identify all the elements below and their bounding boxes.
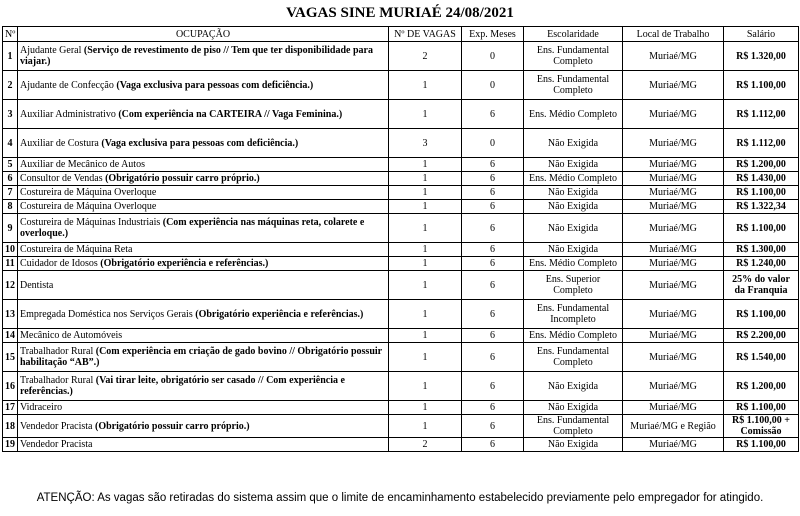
attention-note: ATENÇÃO: As vagas são retiradas do sistema assim que o limite de encaminhamento estabelecido previamente pelo empregador for atingido. (36, 492, 764, 504)
table-row (3, 438, 799, 452)
row-number: 10 (3, 243, 18, 257)
experience-months: 6 (462, 257, 524, 271)
salary: R$ 1.200,00 (724, 372, 799, 401)
occupation-name: Mecânico de Automóveis (20, 330, 123, 341)
row-number: 16 (3, 372, 18, 401)
experience-months: 6 (462, 329, 524, 343)
salary: R$ 1.100,00 (724, 438, 799, 452)
occupation-name: Trabalhador Rural (20, 346, 94, 357)
education-level: Ens. Fundamental Completo (524, 42, 623, 71)
work-location: Muriaé/MG (623, 186, 724, 200)
occupation-name: Auxiliar de Costura (20, 137, 102, 149)
vacancies-count: 1 (389, 214, 462, 243)
vacancies-table (2, 26, 799, 452)
education-level: Não Exigida (524, 401, 623, 415)
occupation-cell (18, 271, 389, 300)
row-number: 15 (3, 343, 18, 372)
occupation-cell (18, 438, 389, 452)
work-location: Muriaé/MG (623, 100, 724, 129)
table-row (3, 214, 799, 243)
work-location: Muriaé/MG (623, 243, 724, 257)
table-row (3, 329, 799, 343)
occupation-name: Costureira de Máquinas Industriais (20, 217, 161, 228)
experience-months: 6 (462, 243, 524, 257)
row-number: 7 (3, 186, 18, 200)
row-number: 3 (3, 100, 18, 129)
occupation-note: (Com experiência em criação de gado bovino // Obrigatório possuir habilitação “AB”.) (20, 346, 382, 368)
experience-months: 6 (462, 401, 524, 415)
education-level: Ens. Fundamental Incompleto (524, 300, 623, 329)
vacancies-count: 1 (389, 243, 462, 257)
experience-months: 6 (462, 100, 524, 129)
salary: R$ 1.540,00 (724, 343, 799, 372)
salary: R$ 1.100,00 (724, 214, 799, 243)
experience-months: 6 (462, 372, 524, 401)
education-level: Ens. Médio Completo (524, 257, 623, 271)
work-location: Muriaé/MG (623, 172, 724, 186)
vacancies-count: 1 (389, 100, 462, 129)
header-vagas: Nº DE VAGAS (389, 27, 462, 42)
work-location: Muriaé/MG (623, 401, 724, 415)
page-title: VAGAS SINE MURIAÉ 24/08/2021 (286, 5, 514, 21)
table-row (3, 243, 799, 257)
occupation-note: (Com experiência na CARTEIRA // Vaga Feminina.) (118, 108, 343, 120)
education-level: Não Exigida (524, 372, 623, 401)
table-row (3, 71, 799, 100)
salary: 25% do valor da Franquia (724, 271, 799, 300)
education-level: Ens. Fundamental Completo (524, 343, 623, 372)
education-level: Não Exigida (524, 214, 623, 243)
education-level: Ens. Médio Completo (524, 100, 623, 129)
row-number: 19 (3, 438, 18, 452)
work-location: Muriaé/MG (623, 200, 724, 214)
table-row (3, 257, 799, 271)
occupation-cell (18, 343, 389, 372)
work-location: Muriaé/MG (623, 329, 724, 343)
occupation-name: Vendedor Pracista (20, 439, 93, 450)
row-number: 2 (3, 71, 18, 100)
header-escolaridade: Escolaridade (524, 27, 623, 42)
education-level: Ens. Fundamental Completo (524, 71, 623, 100)
salary: R$ 1.100,00 (724, 71, 799, 100)
salary: R$ 1.100,00 (724, 186, 799, 200)
occupation-cell (18, 300, 389, 329)
work-location: Muriaé/MG (623, 42, 724, 71)
row-number: 14 (3, 329, 18, 343)
vacancies-count: 1 (389, 158, 462, 172)
work-location: Muriaé/MG (623, 438, 724, 452)
table-row (3, 172, 799, 186)
row-number: 6 (3, 172, 18, 186)
experience-months: 6 (462, 158, 524, 172)
occupation-name: Vendedor Pracista (20, 420, 93, 432)
salary: R$ 1.100,00 + Comissão (724, 415, 799, 438)
vacancies-count: 1 (389, 343, 462, 372)
row-number: 4 (3, 129, 18, 158)
occupation-name: Cuidador de Idosos (20, 258, 98, 269)
occupation-name: Vidraceiro (20, 402, 63, 413)
experience-months: 6 (462, 214, 524, 243)
education-level: Não Exigida (524, 129, 623, 158)
table-body (3, 42, 799, 452)
table-row (3, 129, 799, 158)
education-level: Ens. Superior Completo (524, 271, 623, 300)
vacancies-count: 1 (389, 372, 462, 401)
header-local: Local de Trabalho (623, 27, 724, 42)
occupation-name: Dentista (20, 279, 54, 291)
occupation-note: (Vaga exclusiva para pessoas com deficiência.) (101, 137, 299, 149)
work-location: Muriaé/MG (623, 257, 724, 271)
occupation-cell (18, 71, 389, 100)
table-row (3, 415, 799, 438)
occupation-note: (Obrigatório possuir carro próprio.) (105, 173, 260, 184)
occupation-note: (Obrigatório possuir carro próprio.) (94, 420, 250, 432)
vacancies-count: 1 (389, 415, 462, 438)
header-num: Nº (3, 27, 18, 42)
occupation-name: Empregada Doméstica nos Serviços Gerais (20, 308, 193, 320)
row-number: 8 (3, 200, 18, 214)
occupation-name: Auxiliar Administrativo (20, 108, 116, 120)
work-location: Muriaé/MG e Região (623, 415, 724, 438)
occupation-name: Costureira de Máquina Reta (20, 244, 133, 255)
table-row (3, 300, 799, 329)
row-number: 13 (3, 300, 18, 329)
experience-months: 6 (462, 343, 524, 372)
salary: R$ 1.112,00 (724, 129, 799, 158)
occupation-cell (18, 158, 389, 172)
experience-months: 6 (462, 300, 524, 329)
salary: R$ 1.100,00 (724, 401, 799, 415)
salary: R$ 2.200,00 (724, 329, 799, 343)
occupation-cell (18, 42, 389, 71)
vacancies-count: 1 (389, 271, 462, 300)
experience-months: 6 (462, 200, 524, 214)
experience-months: 0 (462, 71, 524, 100)
education-level: Não Exigida (524, 186, 623, 200)
table-header-row (3, 27, 799, 42)
table-row (3, 271, 799, 300)
work-location: Muriaé/MG (623, 71, 724, 100)
vacancies-count: 1 (389, 186, 462, 200)
vacancies-count: 2 (389, 438, 462, 452)
table-row (3, 200, 799, 214)
experience-months: 6 (462, 438, 524, 452)
header-exp: Exp. Meses (462, 27, 524, 42)
education-level: Não Exigida (524, 438, 623, 452)
occupation-name: Costureira de Máquina Overloque (20, 201, 157, 212)
work-location: Muriaé/MG (623, 158, 724, 172)
occupation-note: (Vaga exclusiva para pessoas com deficiência.) (116, 79, 314, 91)
vacancies-count: 1 (389, 257, 462, 271)
table-row (3, 186, 799, 200)
occupation-cell (18, 186, 389, 200)
vacancies-count: 1 (389, 172, 462, 186)
work-location: Muriaé/MG (623, 129, 724, 158)
salary: R$ 1.112,00 (724, 100, 799, 129)
salary: R$ 1.200,00 (724, 158, 799, 172)
row-number: 17 (3, 401, 18, 415)
occupation-name: Trabalhador Rural (20, 375, 94, 386)
vacancies-count: 1 (389, 401, 462, 415)
occupation-name: Costureira de Máquina Overloque (20, 187, 157, 198)
occupation-name: Ajudante de Confecção (20, 79, 114, 91)
occupation-cell (18, 401, 389, 415)
vacancies-count: 1 (389, 200, 462, 214)
row-number: 18 (3, 415, 18, 438)
experience-months: 6 (462, 172, 524, 186)
occupation-note: (Com experiência nas máquinas reta, colarete e overloque.) (20, 217, 365, 239)
occupation-name: Consultor de Vendas (20, 173, 103, 184)
row-number: 11 (3, 257, 18, 271)
occupation-cell (18, 329, 389, 343)
occupation-cell (18, 243, 389, 257)
salary: R$ 1.300,00 (724, 243, 799, 257)
table-row (3, 372, 799, 401)
occupation-cell (18, 172, 389, 186)
vacancies-count: 3 (389, 129, 462, 158)
table-row (3, 343, 799, 372)
work-location: Muriaé/MG (623, 343, 724, 372)
table-row (3, 100, 799, 129)
occupation-note: (Vai tirar leite, obrigatório ser casado // Com experiência e referências.) (20, 375, 345, 397)
occupation-cell (18, 200, 389, 214)
vacancies-count: 1 (389, 71, 462, 100)
work-location: Muriaé/MG (623, 300, 724, 329)
salary: R$ 1.100,00 (724, 300, 799, 329)
experience-months: 6 (462, 186, 524, 200)
occupation-note: (Serviço de revestimento de piso // Tem que ter disponibilidade para viajar.) (20, 45, 373, 67)
row-number: 12 (3, 271, 18, 300)
experience-months: 0 (462, 42, 524, 71)
salary: R$ 1.240,00 (724, 257, 799, 271)
salary: R$ 1.430,00 (724, 172, 799, 186)
occupation-name: Ajudante Geral (20, 45, 82, 56)
vacancies-count: 1 (389, 329, 462, 343)
occupation-cell (18, 257, 389, 271)
education-level: Não Exigida (524, 243, 623, 257)
occupation-cell (18, 415, 389, 438)
occupation-cell (18, 129, 389, 158)
row-number: 5 (3, 158, 18, 172)
occupation-name: Auxiliar de Mecânico de Autos (20, 159, 145, 170)
occupation-cell (18, 372, 389, 401)
header-ocupacao: OCUPAÇÃO (18, 27, 389, 42)
table-row (3, 401, 799, 415)
experience-months: 6 (462, 271, 524, 300)
vacancies-count: 2 (389, 42, 462, 71)
vacancies-count: 1 (389, 300, 462, 329)
work-location: Muriaé/MG (623, 372, 724, 401)
education-level: Ens. Médio Completo (524, 172, 623, 186)
occupation-cell (18, 214, 389, 243)
table-row (3, 158, 799, 172)
experience-months: 0 (462, 129, 524, 158)
work-location: Muriaé/MG (623, 214, 724, 243)
salary: R$ 1.320,00 (724, 42, 799, 71)
work-location: Muriaé/MG (623, 271, 724, 300)
education-level: Ens. Fundamental Completo (524, 415, 623, 438)
row-number: 1 (3, 42, 18, 71)
education-level: Não Exigida (524, 158, 623, 172)
experience-months: 6 (462, 415, 524, 438)
salary: R$ 1.322,34 (724, 200, 799, 214)
education-level: Ens. Médio Completo (524, 329, 623, 343)
occupation-note: (Obrigatório experiência e referências.) (195, 308, 364, 320)
education-level: Não Exigida (524, 200, 623, 214)
table-row (3, 42, 799, 71)
occupation-cell (18, 100, 389, 129)
row-number: 9 (3, 214, 18, 243)
header-salario: Salário (724, 27, 799, 42)
occupation-note: (Obrigatório experiência e referências.) (100, 258, 269, 269)
